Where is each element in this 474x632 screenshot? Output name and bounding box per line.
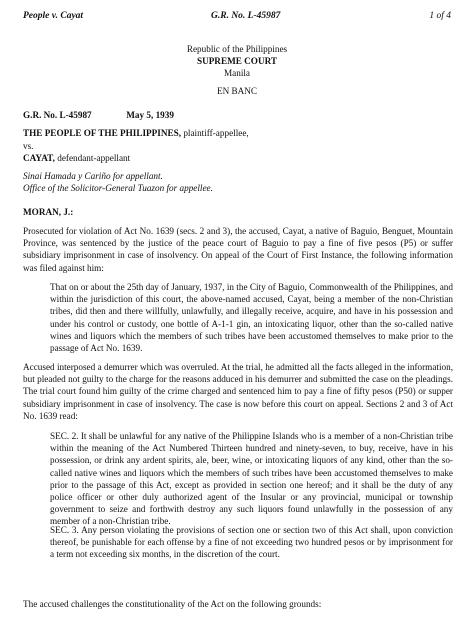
vs-line: vs. xyxy=(23,141,34,151)
opinion-paragraph-1: Prosecuted for violation of Act No. 1639 (secs. 2 and 3), the accused, Cayat, a native of Baguio, Benguet, Mountain Province, was sentenced by the justice of the peace court of Baguio to pay a fine of five pesos (P5) or suffer subsidiary imprisonment in case of insolvency. On appeal of the Court of First Instance, the following information was filed against him: xyxy=(23,226,453,273)
counsel-appellee: Office of the Solicitor-General Tuazon for appellee. xyxy=(23,183,213,193)
city-line: Manila xyxy=(223,68,251,78)
section-3-quote: SEC. 3. Any person violating the provisions of section one or section two of this Act shall, upon conviction thereof, be punishable for each offense by a fine of not exceeding two hundred pesos or by imprisonment for a term not exceeding six months, in the discretion of the court. xyxy=(50,525,453,560)
plaintiff-name: THE PEOPLE OF THE PHILIPPINES, xyxy=(23,128,182,138)
gr-number-text: G.R. No. L-45987 xyxy=(23,110,92,120)
opinion-paragraph-2: Accused interposed a demurrer which was overruled. At the trial, he admitted all the facts alleged in the information, but pleaded not guilty to the charge for the reasons adduced in his demurrer and submitted the case on the pleadings. The trial court found him guilty of the crime charged and sentenced him to pay a fine of fifty pesos (P50) or supper subsidiary imprisonment in case of insolvency. The case is now before this court on appeal. Sections 2 and 3 of Act No. 1639 read: xyxy=(23,362,453,421)
plaintiff-role: plaintiff-appellee, xyxy=(183,128,249,138)
opinion-paragraph-3: The accused challenges the constitutionality of the Act on the following grounds: xyxy=(23,599,322,609)
republic-line: Republic of the Philippines xyxy=(186,44,288,54)
defendant-name: CAYAT, xyxy=(23,153,55,163)
gr-number xyxy=(23,110,174,120)
header-case-title: People v. Cayat xyxy=(23,11,84,21)
information-quote: That on or about the 25th day of January, 1937, in the City of Baguio, Commonwealth of the Philippines, and within the jurisdiction of this court, the above-named accused, Cayat, being a member of the non-Christian tribes, did then and there willfully, unlawfully, and illegally receive, acquire, and have in his possession and under his control or custody, one bottle of A-1-1 gin, an intoxicating liquor, other than the so-called native wines and liquors which the members of such tribes have been accustomed themselves to make prior to the passage of Act No. 1639. xyxy=(50,282,453,354)
supreme-court-line: SUPREME COURT xyxy=(196,56,278,66)
ponente: MORAN, J.: xyxy=(23,207,74,217)
counsel-appellant: Sinai Hamada y Cariño for appellant. xyxy=(23,171,163,181)
section-2-quote: SEC. 2. It shall be unlawful for any native of the Philippine Islands who is a member of a non-Christian tribe within the meaning of the Act Numbered Thirteen hundred and ninety-seven, to buy, receive, have in his possession, or drink any ardent spirits, ale, beer, wine, or intoxicating liquors of any kind, other than the so-called native wines and liquors which the members of such tribes have been accustomed themselves to make prior to the passage of this Act, except as provided in section one hereof; and it shall be the duty of any police officer or other duly authorized agent of the Insular or any provincial, municipal or township government to seize and forthwith destroy any such liquors found unlawfully in the possession of any member of a non-Christian tribe. xyxy=(50,431,453,527)
division-line: EN BANC xyxy=(216,86,258,96)
defendant-line xyxy=(23,153,130,163)
header-gr-number: G.R. No. L-45987 xyxy=(211,11,281,21)
defendant-role: defendant-appellant xyxy=(57,153,131,163)
decision-date: May 5, 1939 xyxy=(126,110,174,120)
plaintiff-line xyxy=(23,128,249,138)
header-page-indicator: 1 of 4 xyxy=(429,11,451,21)
